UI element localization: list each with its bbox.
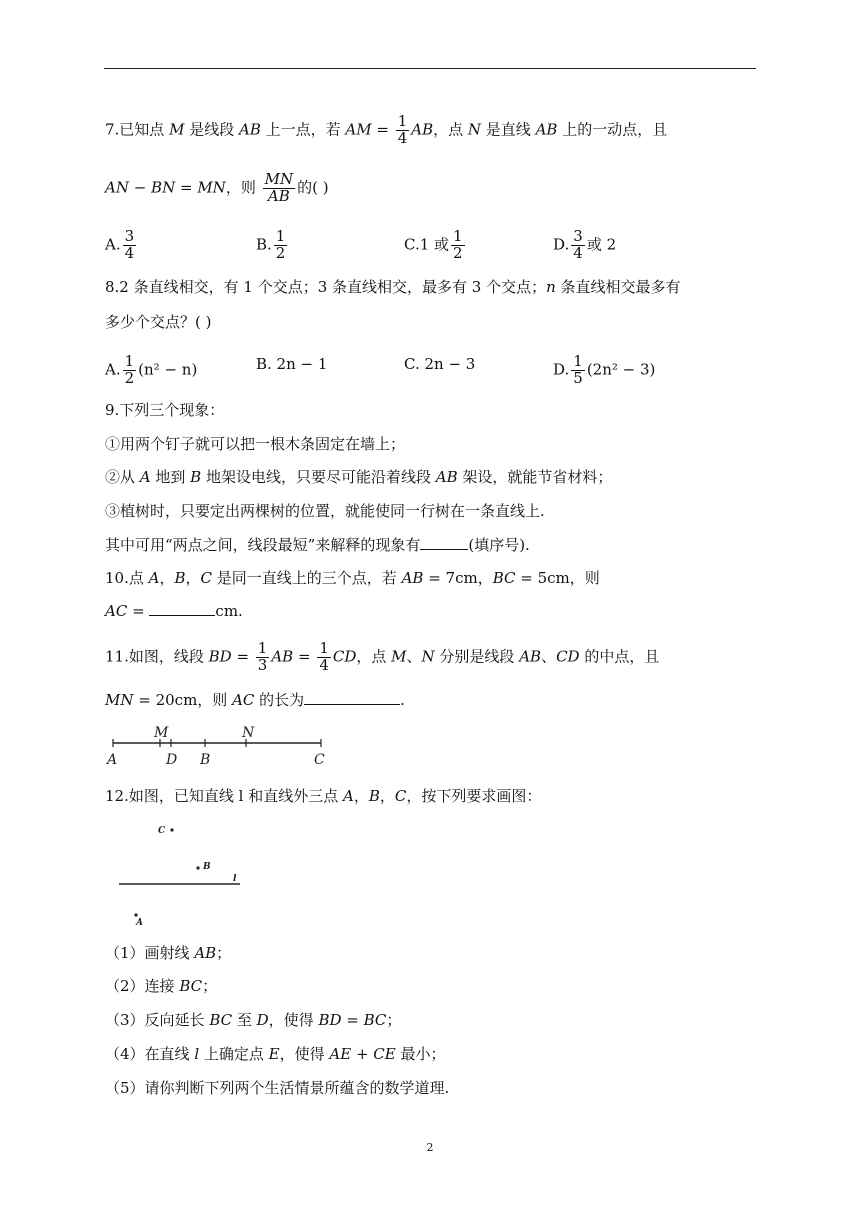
q7-option-b: B. $\frac{1}{2}$ xyxy=(256,227,286,262)
q11-stem-line2: MN = 20cm，则 AC 的长为 . xyxy=(105,691,405,709)
q7-option-a: A. $\frac{3}{4}$ xyxy=(105,227,135,262)
q10-stem-line2: AC = cm. xyxy=(105,602,243,620)
q12-step-1: （1）画射线 AB； xyxy=(105,944,232,962)
point-a xyxy=(134,913,137,916)
q9-item-3: ③植树时，只要定出两棵树的位置，就能使同一行树在一条直线上. xyxy=(105,502,545,520)
q8-option-a: A. $\frac{1}{2}$ (n² − n) xyxy=(105,352,198,387)
q9-item-2: ②从 A 地到 B 地架设电线，只要尽可能沿着线段 AB 架设，就能节省材料； xyxy=(105,468,613,486)
q8-option-b: B. 2n − 1 xyxy=(256,355,328,373)
q8-option-c: C. 2n − 3 xyxy=(404,355,476,373)
label-l: l xyxy=(233,874,237,884)
q12-step-4: （4）在直线 l 上确定点 E，使得 AE + CE 最小； xyxy=(105,1045,446,1063)
q8-stem-line1: 8.2 条直线相交，有 1 个交点；3 条直线相交，最多有 3 个交点；n 条直线相交最多有 xyxy=(105,278,681,296)
label-c: C xyxy=(158,826,166,836)
point-c xyxy=(170,828,173,831)
page-number: 2 xyxy=(426,1141,434,1154)
q9-item-1: ①用两个钉子就可以把一根木条固定在墙上； xyxy=(105,435,406,453)
q10-stem-line1: 10.点 A，B，C 是同一直线上的三个点，若 AB = 7cm，BC = 5cm，则 xyxy=(105,569,600,587)
fraction: $\frac{MN}{AB}$ xyxy=(264,170,294,205)
q11-stem-line1: 11.如图，线段 BD = $\frac{1}{3}$ AB = $\frac{1}{4}$ CD，点 M、N 分别是线段 AB、CD 的中点，且 xyxy=(105,639,660,674)
q12-stem: 12.如图，已知直线 l 和直线外三点 A，B，C，按下列要求画图： xyxy=(105,787,542,805)
q7-stem-line2: AN − BN = MN，则 $\frac{MN}{AB}$ 的( ) xyxy=(105,170,329,205)
q7-stem-line1: 7.已知点 M 是线段 AB 上一点，若 AM = $\frac{1}{4}$ AB，点 N 是直线 AB 上的一动点，且 xyxy=(105,112,668,147)
q9-stem: 9.下列三个现象： xyxy=(105,401,225,419)
q8-stem-line2: 多少个交点？( ) xyxy=(105,313,212,331)
label-b: B xyxy=(203,862,211,872)
label-a: A xyxy=(136,918,143,928)
q12-step-2: （2）连接 BC； xyxy=(105,977,218,995)
point-b xyxy=(196,866,199,869)
q7-option-c: C.1 或 $\frac{1}{2}$ xyxy=(404,227,463,262)
q9-question: 其中可用“两点之间，线段最短”来解释的现象有 (填序号). xyxy=(105,536,530,554)
label-m: M xyxy=(154,725,169,741)
label-a: A xyxy=(107,752,118,768)
label-b: B xyxy=(200,752,211,768)
label-d: D xyxy=(166,752,178,768)
q12-step-3: （3）反向延长 BC 至 D，使得 BD = BC； xyxy=(105,1011,402,1029)
label-c: C xyxy=(314,752,325,768)
fraction: $\frac{1}{4}$ xyxy=(397,112,408,147)
label-n: N xyxy=(242,725,255,741)
q8-option-d: D. $\frac{1}{5}$ (2n² − 3) xyxy=(553,352,656,387)
q12-step-5: （5）请你判断下列两个生活情景所蕴含的数学道理. xyxy=(105,1079,450,1097)
q7-option-d: D. $\frac{3}{4}$ 或 2 xyxy=(553,227,617,262)
